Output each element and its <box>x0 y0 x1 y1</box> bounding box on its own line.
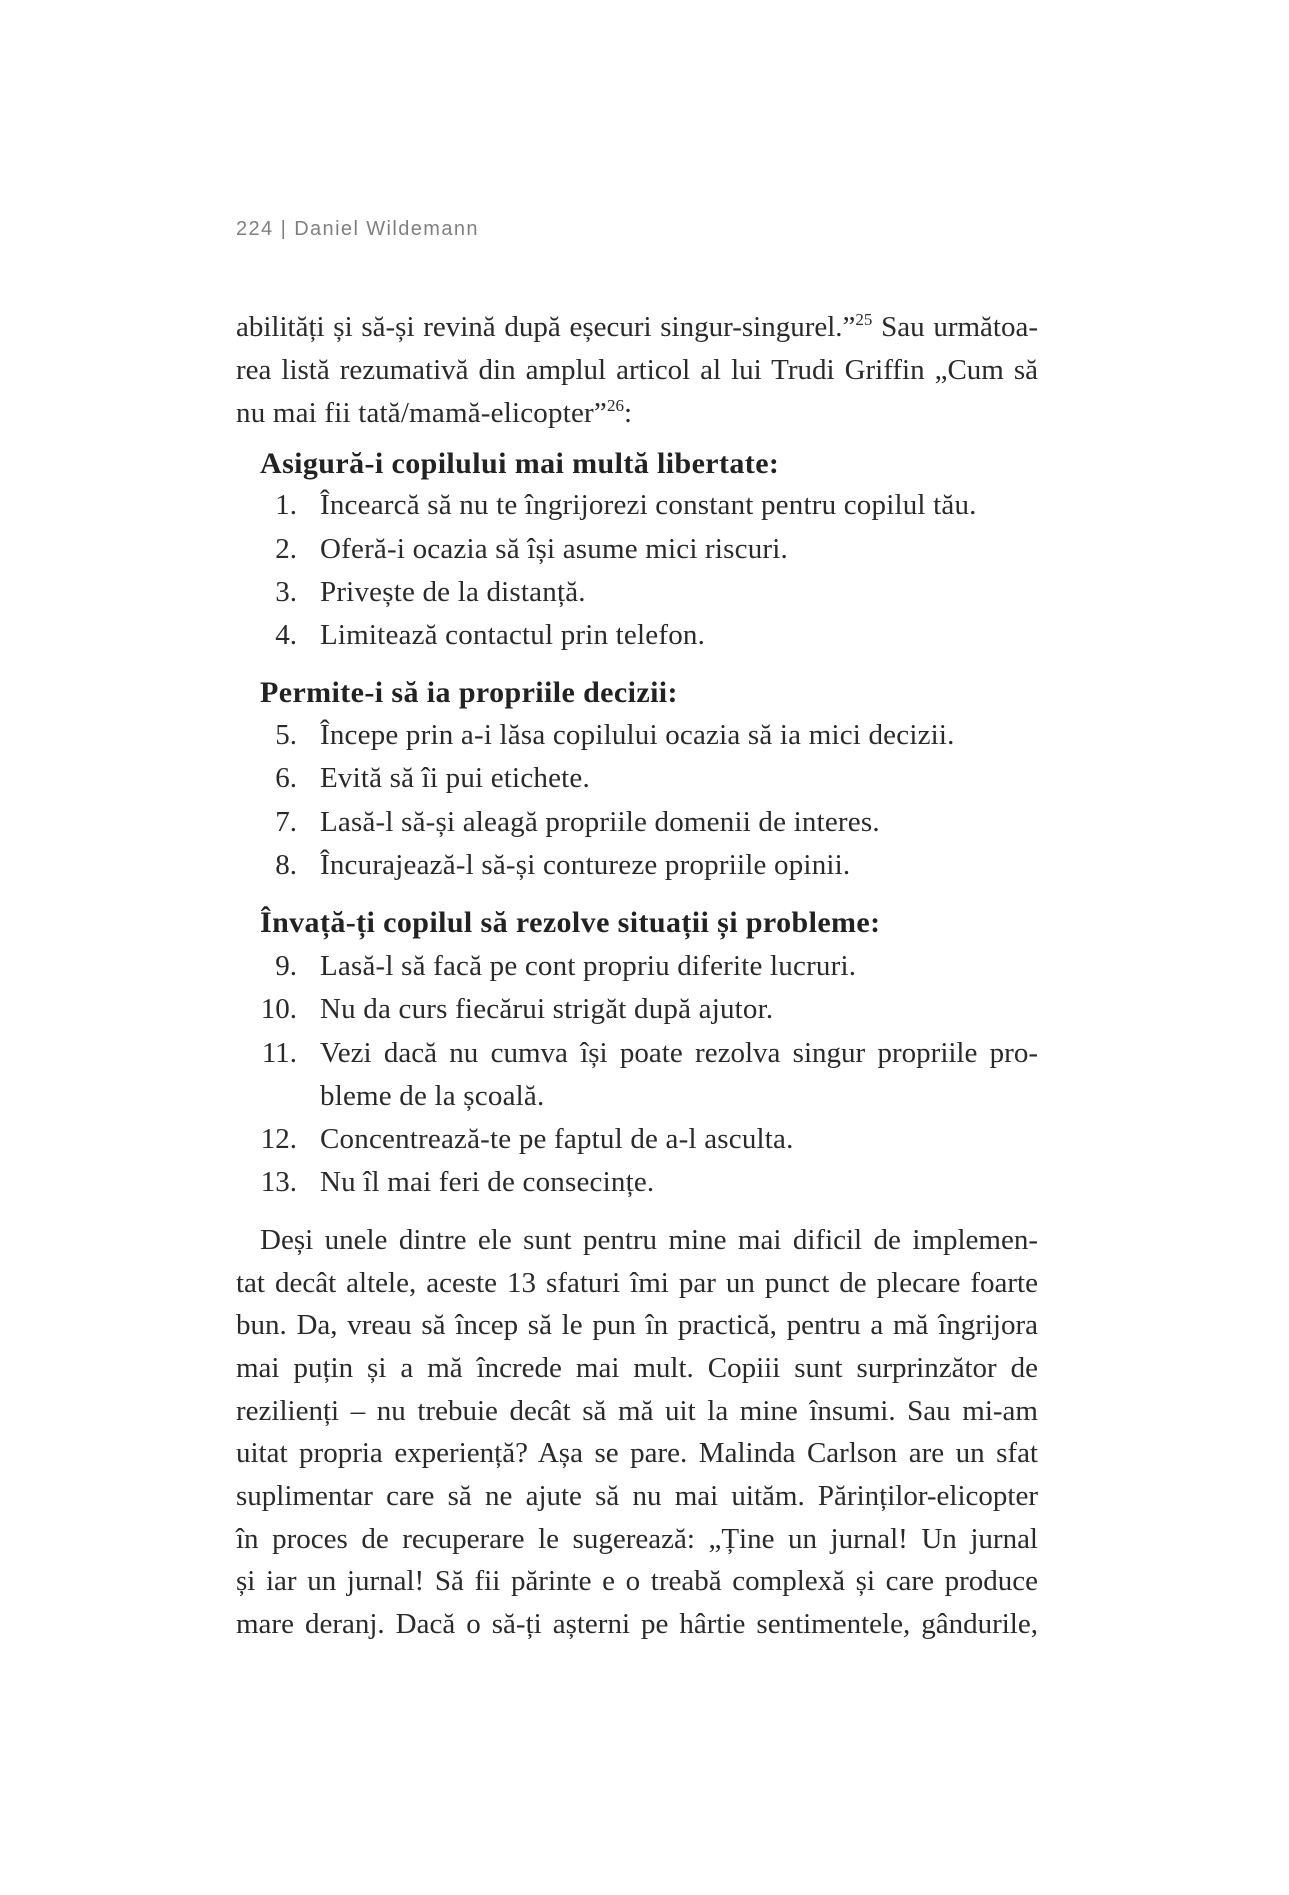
list-item <box>0 1161 1289 1204</box>
paragraph-line: suplimentar care să ne ajute să nu mai uităm. Părinților-elicopter <box>236 1480 1038 1512</box>
list-item-number: 3. <box>275 576 297 608</box>
paragraph-text: abilități și să-și revină după eșecuri singur-singurel.” <box>236 311 856 343</box>
list-item-number: 7. <box>275 806 297 838</box>
footnote-marker: 25 <box>855 310 873 329</box>
list-item-text: Privește de la distanță. <box>320 576 586 608</box>
list-item-text: Vezi dacă nu cumva își poate rezolva singur propriile pro- <box>320 1037 1038 1069</box>
list-item <box>0 714 1289 757</box>
paragraph-line <box>236 392 1038 435</box>
list-item <box>0 844 1289 887</box>
list-item <box>0 757 1289 800</box>
paragraph-line: tat decât altele, aceste 13 sfaturi îmi par un punct de plecare foarte <box>236 1267 1038 1299</box>
running-header <box>236 216 479 242</box>
list-item <box>0 1032 1289 1075</box>
list-item <box>0 801 1289 844</box>
list-item <box>0 945 1289 988</box>
list-item-text: bleme de la școală. <box>320 1080 545 1112</box>
paragraph-line: rezilienți – nu trebuie decât să mă uit la mine însumi. Sau mi-am <box>236 1395 1038 1427</box>
paragraph-line: în proces de recuperare le sugerează: „Ține un jurnal! Un jurnal <box>236 1523 1038 1555</box>
list-item-number: 2. <box>275 533 297 565</box>
list-item-text: Concentrează-te pe faptul de a-l asculta. <box>320 1123 794 1155</box>
list-item-number: 9. <box>275 950 297 982</box>
list-item-text: Începe prin a-i lăsa copilului ocazia să ia mici decizii. <box>320 719 955 751</box>
list-item-number: 12. <box>260 1123 297 1155</box>
paragraph-text: Sau următoa- <box>872 311 1038 343</box>
list-item-text: Limitează contactul prin telefon. <box>320 619 706 651</box>
paragraph-line: Deși unele dintre ele sunt pentru mine mai dificil de implemen- <box>260 1224 1038 1256</box>
author-name: Daniel Wildemann <box>294 218 479 240</box>
paragraph-line: mare deranj. Dacă o să-ți așterni pe hârtie sentimentele, gândurile, <box>236 1608 1038 1640</box>
paragraph-line: uitat propria experiență? Așa se pare. Malinda Carlson are un sfat <box>236 1437 1038 1469</box>
paragraph-line: și iar un jurnal! Să fii părinte e o treabă complexă și care produce <box>236 1565 1038 1597</box>
section-heading: Învață-ți copilul să rezolve situații și probleme: <box>260 906 881 939</box>
list-item-text: Încurajează-l să-și contureze propriile opinii. <box>320 849 851 881</box>
list-item-number: 4. <box>275 619 297 651</box>
list-item-number: 11. <box>261 1037 297 1069</box>
paragraph-line: bun. Da, vreau să încep să le pun în practică, pentru a mă îngrijora <box>236 1309 1038 1341</box>
list-item-number: 10. <box>260 993 297 1025</box>
list-item-text: Nu îl mai feri de consecințe. <box>320 1166 655 1198</box>
list-item-number: 8. <box>275 849 297 881</box>
list-item-number: 5. <box>275 719 297 751</box>
list-item-text: Nu da curs fiecărui strigăt după ajutor. <box>320 993 774 1025</box>
paragraph-text: nu mai fii tată/mamă-elicopter” <box>236 397 607 429</box>
header-separator: | <box>280 218 288 240</box>
list-item <box>0 528 1289 571</box>
list-item <box>0 1118 1289 1161</box>
list-item-number: 1. <box>275 489 297 521</box>
paragraph-line: rea listă rezumativă din amplul articol al lui Trudi Griffin „Cum să <box>236 354 1038 386</box>
footnote-marker: 26 <box>606 396 624 415</box>
list-item-number: 6. <box>275 762 297 794</box>
list-item-text: Încearcă să nu te îngrijorezi constant pentru copilul tău. <box>320 489 977 521</box>
list-item <box>0 614 1289 657</box>
list-item-text: Oferă-i ocazia să își asume mici riscuri. <box>320 533 788 565</box>
paragraph-line: mai puțin și a mă încrede mai mult. Copiii sunt surprinzător de <box>236 1352 1038 1384</box>
section-heading: Asigură-i copilului mai multă libertate: <box>260 447 780 480</box>
list-item-text: Lasă-l să-și aleagă propriile domenii de interes. <box>320 806 880 838</box>
list-item-number: 13. <box>260 1166 297 1198</box>
list-item-continuation <box>0 1075 1289 1118</box>
section-heading: Permite-i să ia propriile decizii: <box>260 676 678 709</box>
list-item <box>0 484 1289 527</box>
list-item <box>0 571 1289 614</box>
paragraph-text: : <box>623 397 633 429</box>
paragraph-line <box>236 306 1038 349</box>
page-number: 224 <box>236 218 274 240</box>
list-item-text: Evită să îi pui etichete. <box>320 762 590 794</box>
list-item <box>0 988 1289 1031</box>
list-item-text: Lasă-l să facă pe cont propriu diferite lucruri. <box>320 950 857 982</box>
